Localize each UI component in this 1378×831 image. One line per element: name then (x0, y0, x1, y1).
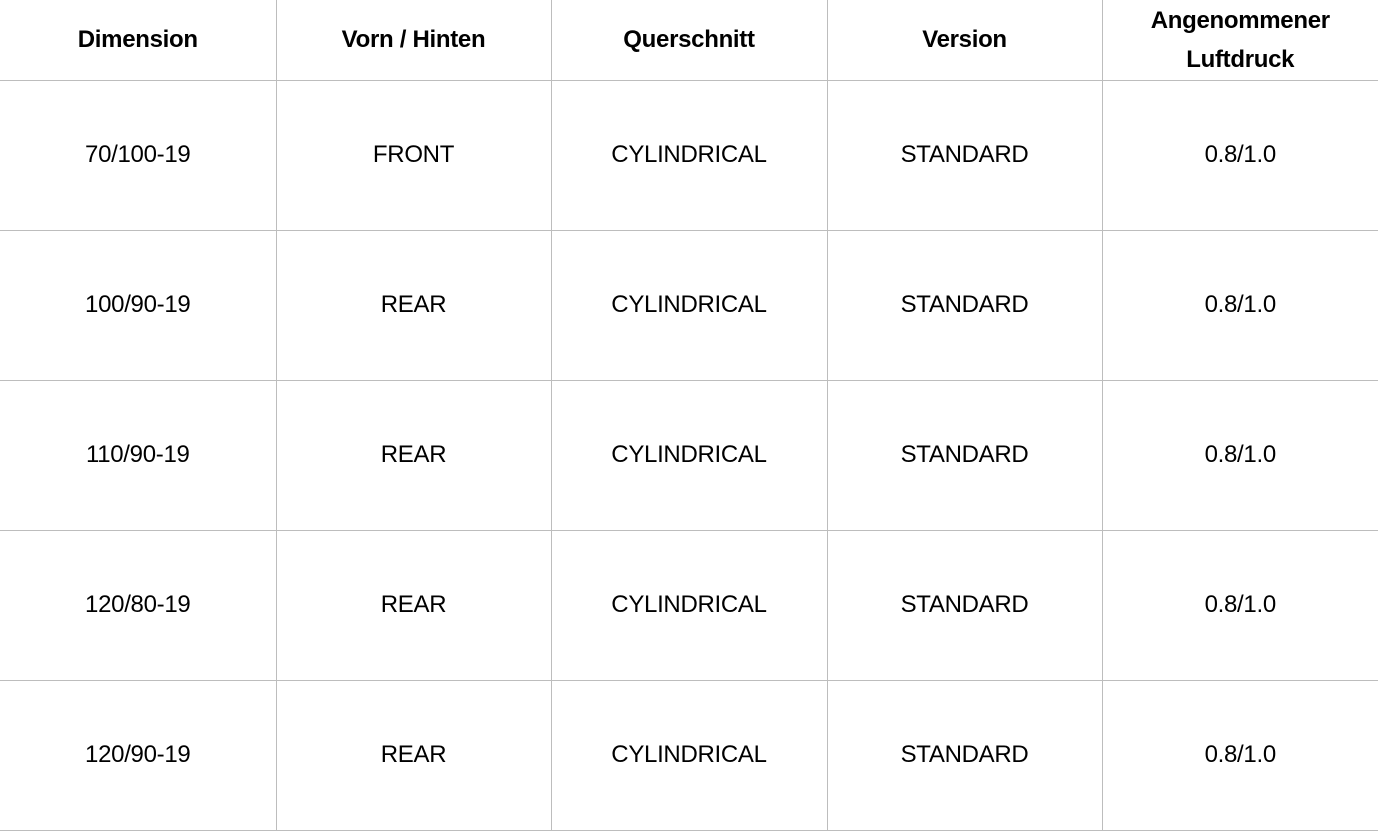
table-row (0, 680, 1378, 830)
cell-pressure: 0.8/1.0 (1102, 380, 1378, 530)
header-row (0, 0, 1378, 80)
table-row (0, 80, 1378, 230)
table-row (0, 530, 1378, 680)
cell-profile: CYLINDRICAL (551, 680, 827, 830)
cell-profile: CYLINDRICAL (551, 230, 827, 380)
cell-version: STANDARD (827, 380, 1102, 530)
header-version: Version (827, 0, 1102, 80)
header-position: Vorn / Hinten (276, 0, 551, 80)
cell-version: STANDARD (827, 680, 1102, 830)
header-pressure-line2: Luftdruck (1186, 45, 1295, 73)
cell-dimension: 120/90-19 (0, 680, 276, 830)
cell-position: REAR (276, 380, 551, 530)
cell-position: REAR (276, 530, 551, 680)
cell-position: REAR (276, 680, 551, 830)
cell-pressure: 0.8/1.0 (1102, 80, 1378, 230)
table-body (0, 80, 1378, 831)
table-header (0, 0, 1378, 80)
table-row (0, 380, 1378, 530)
cell-dimension: 120/80-19 (0, 530, 276, 680)
table-row (0, 230, 1378, 380)
header-pressure-line1: Angenommener (1150, 6, 1330, 34)
cell-pressure: 0.8/1.0 (1102, 230, 1378, 380)
header-pressure (1102, 0, 1378, 80)
cell-profile: CYLINDRICAL (551, 530, 827, 680)
header-dimension: Dimension (0, 0, 276, 80)
cell-profile: CYLINDRICAL (551, 80, 827, 230)
cell-dimension: 70/100-19 (0, 80, 276, 230)
cell-version: STANDARD (827, 230, 1102, 380)
cell-position: FRONT (276, 80, 551, 230)
cell-pressure: 0.8/1.0 (1102, 530, 1378, 680)
cell-position: REAR (276, 230, 551, 380)
header-profile: Querschnitt (551, 0, 827, 80)
cell-pressure: 0.8/1.0 (1102, 680, 1378, 830)
cell-version: STANDARD (827, 80, 1102, 230)
cell-profile: CYLINDRICAL (551, 380, 827, 530)
cell-dimension: 110/90-19 (0, 380, 276, 530)
cell-dimension: 100/90-19 (0, 230, 276, 380)
cell-version: STANDARD (827, 530, 1102, 680)
